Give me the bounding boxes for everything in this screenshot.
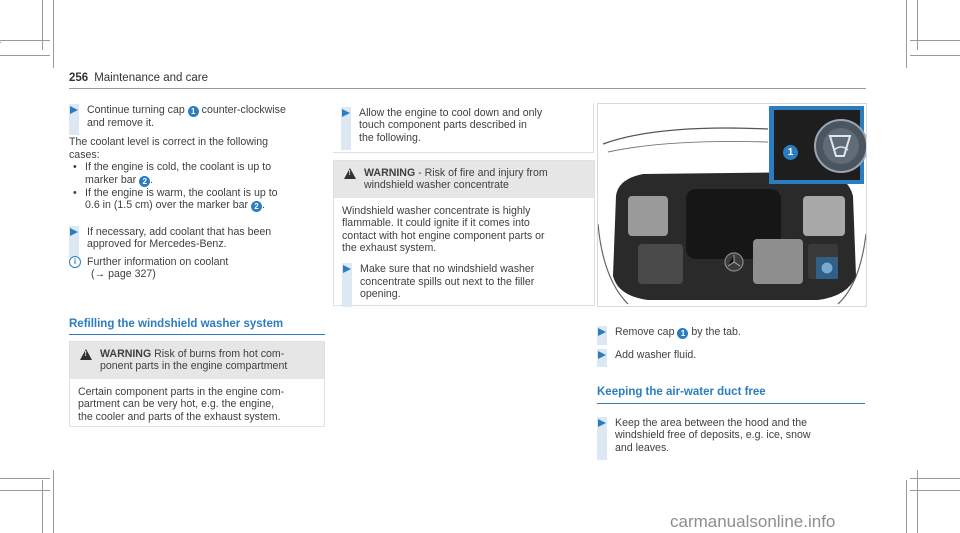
warning-header: ! WARNING Risk of burns from hot com- ponent parts in the engine compartment: [70, 342, 324, 379]
section-title: Refilling the windshield washer system: [69, 318, 284, 330]
crop-mark: [0, 478, 50, 479]
step-add-washer-fluid: Add washer fluid.: [597, 349, 865, 361]
warning-burns-box: [69, 341, 325, 427]
bullet-cold: • If the engine is cold, the coolant is up to marker bar 2 .: [69, 161, 325, 186]
cooldown-box: [333, 103, 594, 153]
page-header: [69, 72, 208, 84]
crop-mark: [906, 0, 907, 68]
warning-triangle-icon: [80, 349, 92, 360]
crop-mark: [910, 55, 960, 56]
header-rule: [69, 88, 866, 89]
section-name: Maintenance and care: [94, 72, 208, 84]
step-remove-washer-cap: Remove cap 1 by the tab.: [597, 326, 865, 339]
bullet-warm: • If the engine is warm, the coolant is up to 0.6 in (1.5 cm) over the marker bar 2 .: [69, 187, 325, 212]
engine-bay-figure: [597, 103, 867, 307]
figure-callout-1: 1: [783, 145, 798, 160]
crop-mark: [53, 0, 54, 68]
step-remove-coolant-cap: Continue turning cap 1 counter-clockwise and remove it.: [69, 104, 325, 129]
crop-mark: [0, 42, 1, 43]
crop-mark: [0, 55, 50, 56]
crop-mark: [42, 0, 43, 50]
step-keep-area-clear: Keep the area between the hood and the windshield free of deposits, e.g. ice, snow and leaves.: [597, 417, 865, 454]
arrow-icon: [70, 106, 78, 114]
marker-2: 2: [139, 176, 150, 187]
step-no-spill: Make sure that no windshield washer concentrate spills out next to the filler opening.: [342, 263, 586, 300]
arrow-icon: [598, 419, 606, 427]
marker-2: 2: [251, 201, 262, 212]
marker-1: 1: [677, 328, 688, 339]
arrow-icon: [343, 265, 351, 273]
section-air-water-duct: [597, 386, 865, 403]
crop-mark: [917, 470, 918, 533]
crop-mark: [42, 480, 43, 533]
arrow-icon: [342, 109, 350, 117]
right-column: [597, 326, 865, 454]
arrow-icon: [70, 228, 78, 236]
arrow-icon: [598, 351, 606, 359]
arrow-icon: [598, 328, 606, 336]
section-title: Keeping the air-water duct free: [597, 386, 766, 399]
warning-triangle-icon: [344, 168, 356, 179]
warning-fire-box: [333, 160, 595, 306]
crop-mark: [906, 480, 907, 533]
crop-mark: [917, 0, 918, 50]
step-add-coolant: If necessary, add coolant that has been approved for Mercedes-Benz.: [69, 226, 325, 251]
section-refilling: [69, 318, 325, 335]
step-cool-down: Allow the engine to cool down and only touch component parts described in the following.: [341, 107, 593, 144]
watermark: carmanualsonline.info: [670, 512, 836, 531]
warning-body: Certain component parts in the engine com- partment can be very hot, e.g. the engine, the cooler and parts of the exhaust system.: [78, 385, 285, 423]
page-number: 256: [69, 72, 89, 84]
section-rule: [597, 403, 865, 404]
crop-mark: [53, 470, 54, 533]
info-icon: i: [69, 256, 81, 268]
marker-1: 1: [188, 106, 199, 117]
info-note: i Further information on coolant (→ page 327): [69, 256, 325, 281]
page-reference-link[interactable]: (→ page 327): [91, 268, 156, 281]
engine-bay-illustration: [598, 104, 866, 306]
warning-header: ! WARNING - Risk of fire and injury from windshield washer concentrate: [334, 161, 594, 198]
left-column: [69, 104, 325, 281]
coolant-intro: The coolant level is correct in the following cases:: [69, 136, 269, 161]
warning-body: Windshield washer concentrate is highly flammable. It could ignite if it comes into contact with hot engine component parts or the exhaust system. Make sure that no windshield washer concentrate spills out next to the filler opening.: [334, 198, 594, 309]
section-rule: [69, 334, 325, 335]
